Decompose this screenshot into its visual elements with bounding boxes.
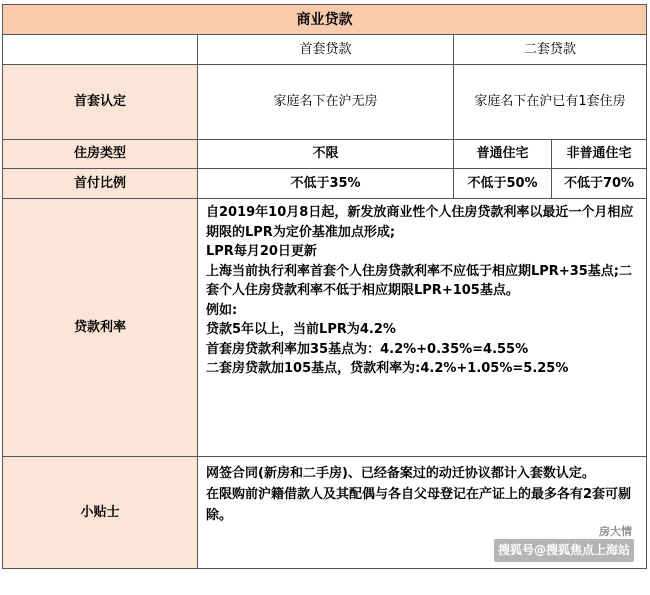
row-label-rate: 贷款利率 <box>3 199 198 457</box>
empty-corner-cell <box>3 35 198 65</box>
house-type-second-nonregular: 非普通住宅 <box>552 140 647 169</box>
rate-line: 二套房贷款加105基点，贷款利率为:4.2%+1.05%=5.25% <box>206 361 569 376</box>
row-label-down-payment: 首付比例 <box>3 169 198 199</box>
row-label-tips: 小贴士 <box>3 457 198 569</box>
rate-line: 例如: <box>206 302 238 318</box>
rate-line: 贷款5年以上，当前LPR为4.2% <box>206 322 396 337</box>
house-type-first: 不限 <box>198 140 454 169</box>
down-payment-first: 不低于35% <box>198 169 454 199</box>
rate-line: LPR每月20日更新 <box>206 244 317 259</box>
header-first-home-loan: 首套贷款 <box>198 35 454 65</box>
recognition-first: 家庭名下在沪无房 <box>198 65 454 140</box>
loan-table <box>2 4 647 569</box>
watermark-text: 搜狐号@搜狐焦点上海站 <box>494 539 634 562</box>
rate-line: 上海当前执行利率首套个人住房贷款利率不应低于相应期LPR+35基点;二套个人住房贷款利率不低于相应期限LPR+105基点。 <box>206 263 633 298</box>
rate-content <box>198 199 647 457</box>
table-title: 商业贷款 <box>3 5 647 35</box>
down-payment-second-nonregular: 不低于70% <box>552 169 647 199</box>
tips-content <box>198 457 647 569</box>
tips-line: 网签合同(新房和二手房)、已经备案过的动迁协议都计入套数认定。 <box>206 466 595 481</box>
row-label-recognition: 首套认定 <box>3 65 198 140</box>
house-type-second-regular: 普通住宅 <box>454 140 552 169</box>
tips-line: 在限购前沪籍借款人及其配偶与各自父母登记在产证上的最多各有2套可剔除。 <box>206 487 632 523</box>
down-payment-second-regular: 不低于50% <box>454 169 552 199</box>
header-second-home-loan: 二套贷款 <box>454 35 647 65</box>
rate-line: 自2019年10月8日起，新发放商业性个人住房贷款利率以最近一个月相应期限的LPR为定价基准加点形成; <box>206 205 634 240</box>
rate-line: 首套房贷款利率加35基点为：4.2%+0.35%=4.55% <box>206 341 529 357</box>
watermark-logo: 房大情 <box>599 525 632 538</box>
row-label-house-type: 住房类型 <box>3 140 198 169</box>
recognition-second: 家庭名下在沪已有1套住房 <box>454 65 647 140</box>
